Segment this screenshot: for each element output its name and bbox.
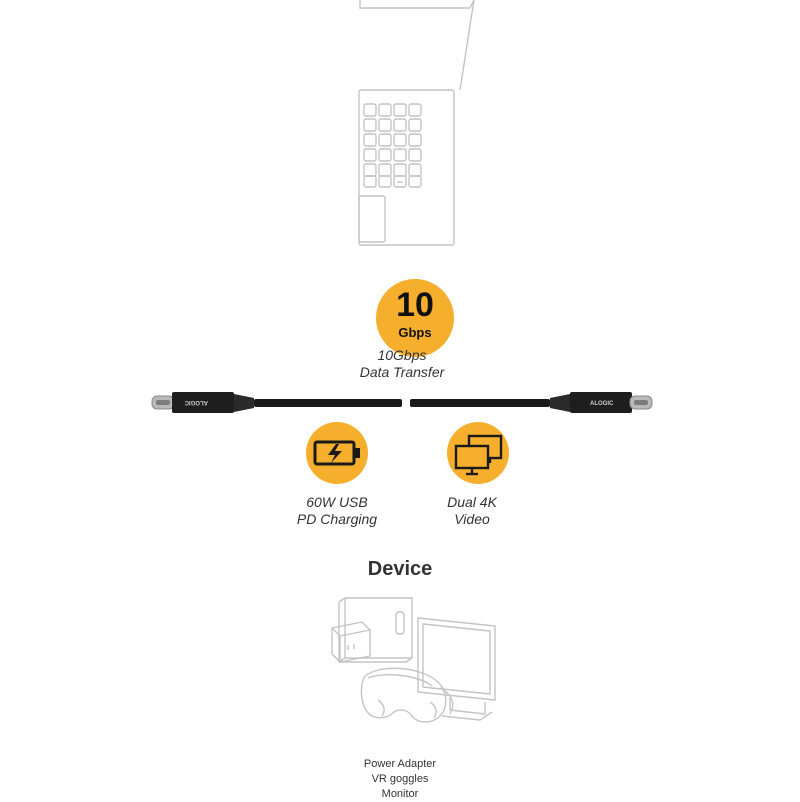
video-caption bbox=[372, 494, 572, 528]
charging-line1: 60W USB bbox=[306, 494, 368, 510]
device-item-vr-goggles: VR goggles bbox=[371, 773, 429, 785]
data-transfer-line2: Data Transfer bbox=[359, 364, 445, 380]
left-connector-brand: ALOGIC bbox=[184, 399, 208, 405]
video-badge bbox=[447, 422, 509, 484]
device-list bbox=[300, 757, 500, 802]
cable-segment-left bbox=[254, 399, 402, 407]
video-line2: Video bbox=[454, 511, 490, 527]
wall-plate bbox=[345, 598, 412, 658]
right-connector-brand: ALOGIC bbox=[590, 401, 614, 407]
charging-line2: PD Charging bbox=[296, 511, 378, 527]
power-adapter-icon bbox=[332, 622, 370, 662]
device-item-monitor: Monitor bbox=[381, 788, 419, 800]
devices-illustration bbox=[320, 592, 505, 747]
speed-unit: Gbps bbox=[398, 325, 432, 340]
data-transfer-caption bbox=[302, 347, 502, 381]
data-transfer-line1: 10Gbps bbox=[377, 347, 427, 363]
dual-monitor-icon bbox=[447, 422, 509, 484]
speed-value: 10 bbox=[396, 286, 434, 324]
speed-badge bbox=[376, 279, 454, 357]
device-item-power-adapter: Power Adapter bbox=[363, 758, 437, 770]
battery-charging-icon bbox=[306, 422, 368, 484]
cable-segment-right bbox=[410, 399, 550, 407]
charging-badge bbox=[306, 422, 368, 484]
usb-c-cable bbox=[150, 383, 655, 423]
laptop-icon bbox=[350, 0, 480, 250]
device-title: Device bbox=[367, 558, 433, 580]
wall-switch bbox=[396, 612, 404, 634]
video-line1: Dual 4K bbox=[447, 494, 497, 510]
